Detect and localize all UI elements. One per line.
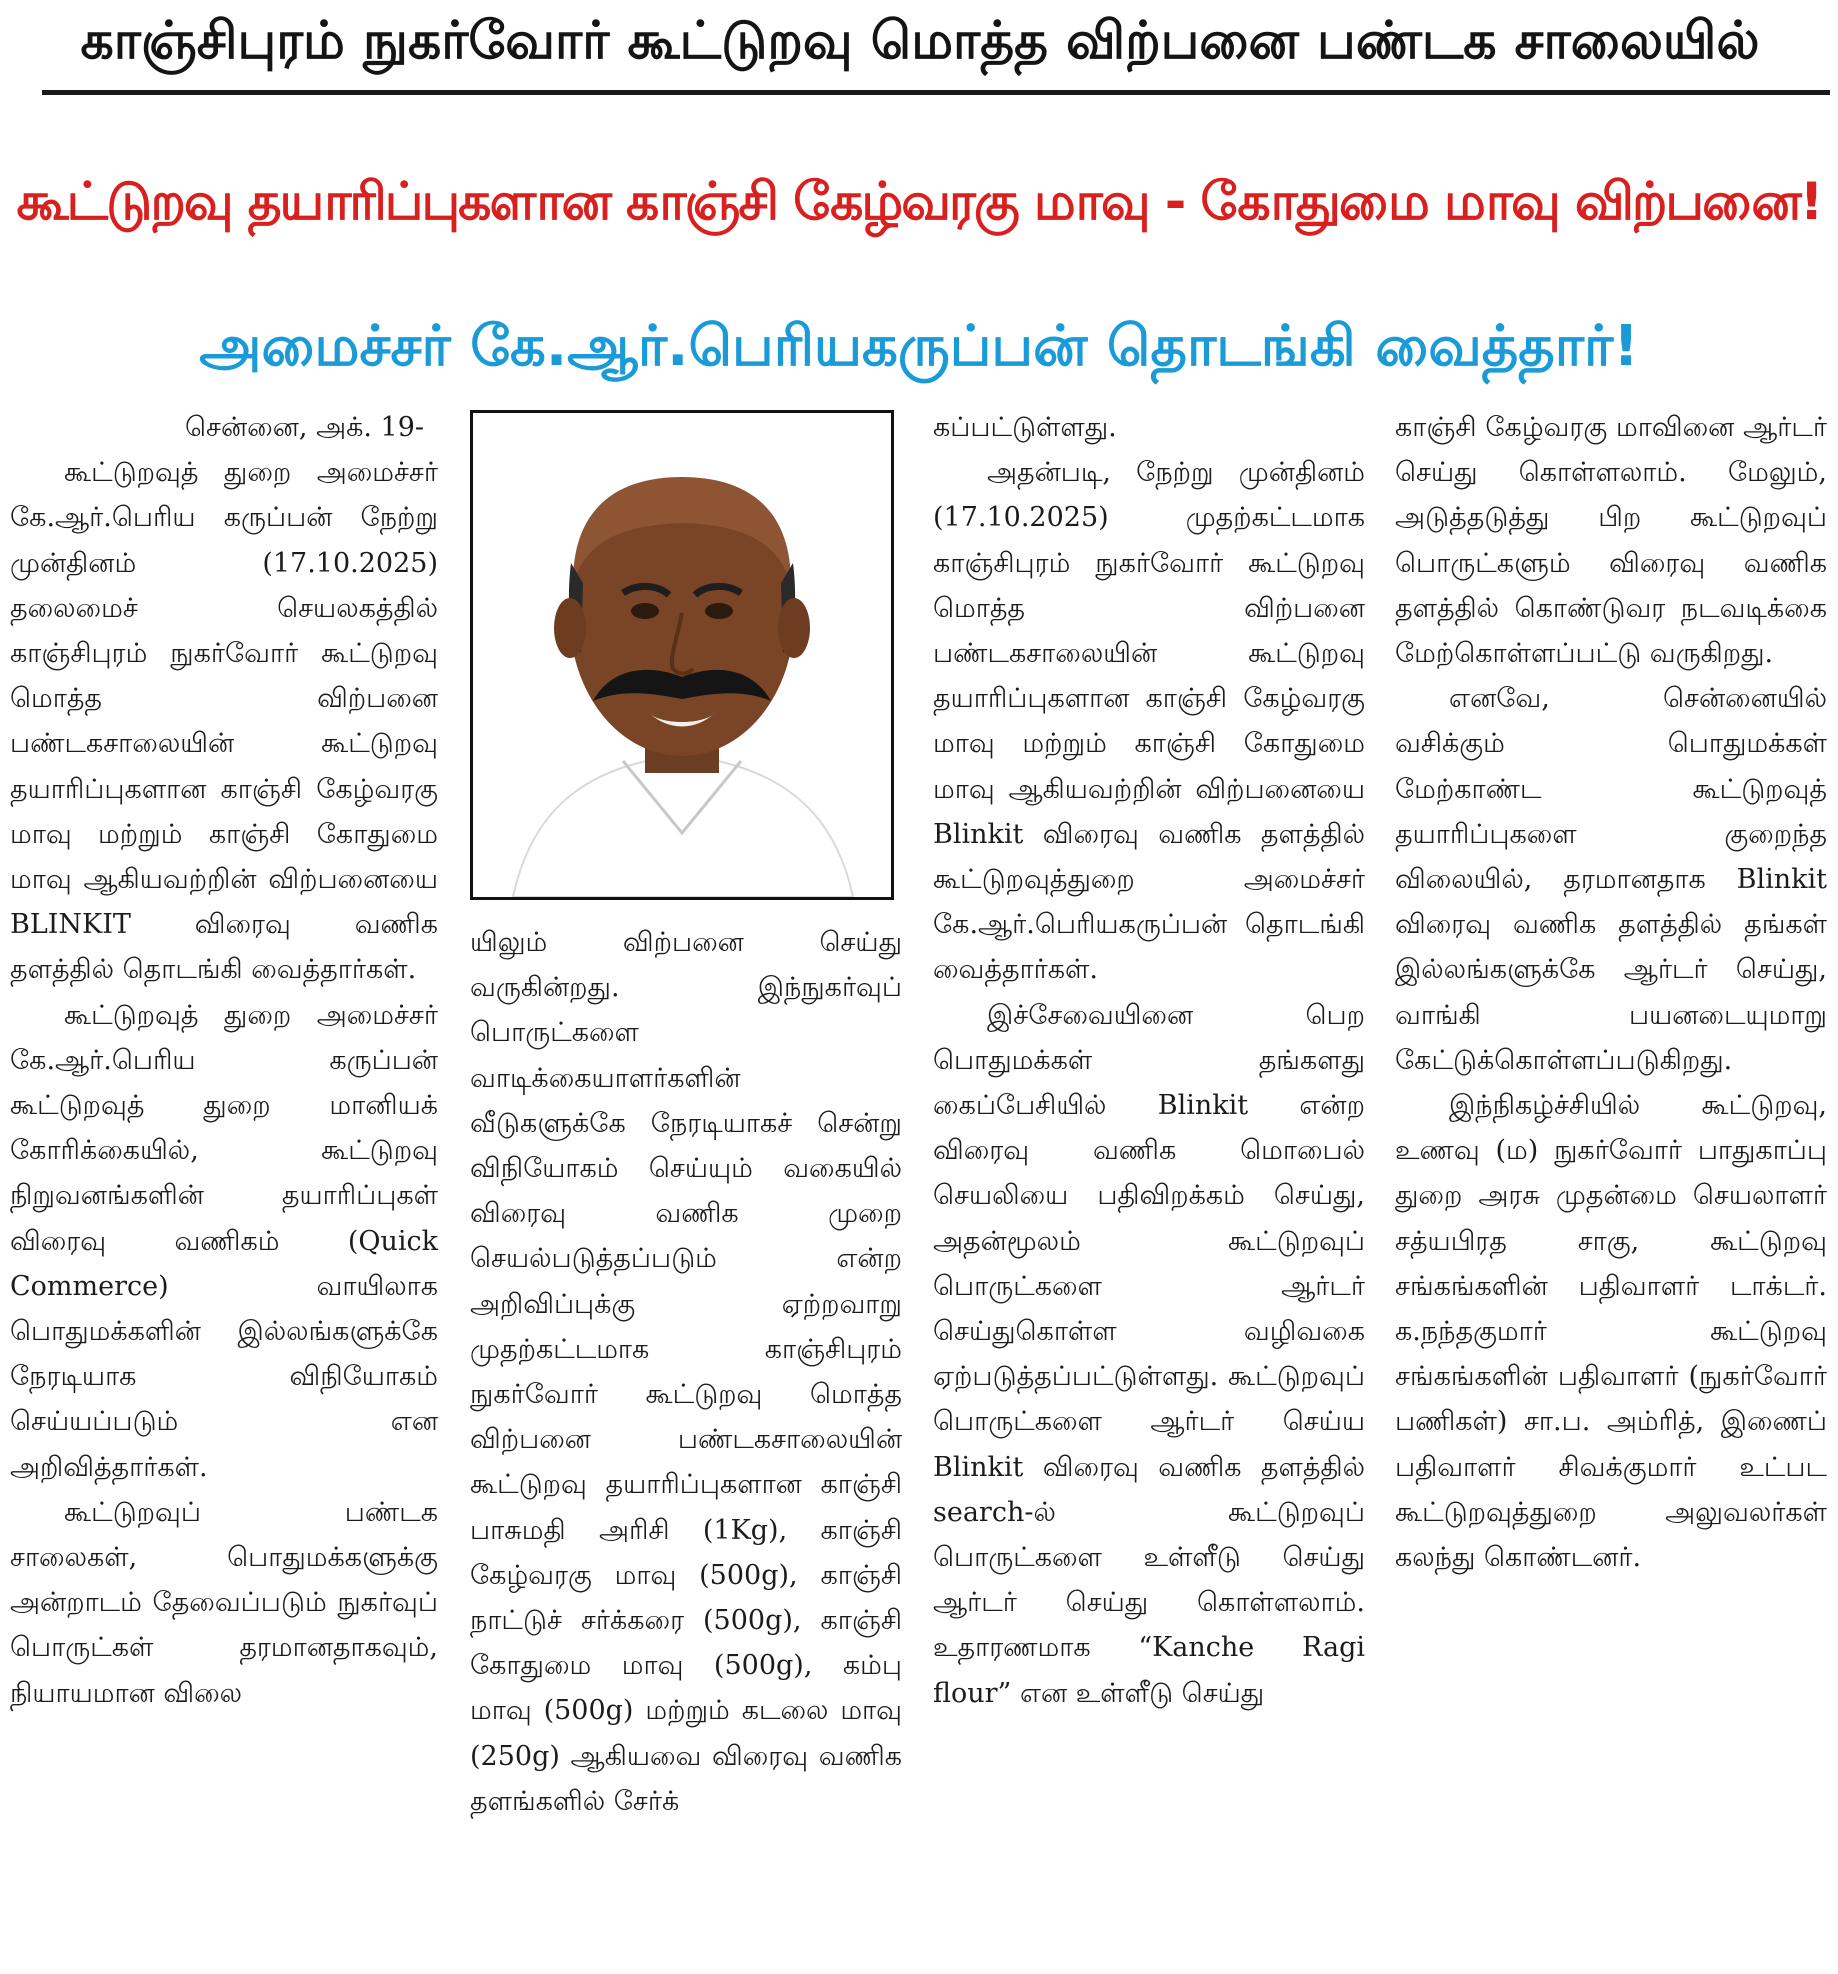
paragraph: கூட்டுறவுத் துறை அமைச்சர் கே.ஆர்.பெரிய கருப்பன் கூட்டுறவுத் துறை மானியக் கோரிக்கையில், கூட்டுறவு நிறுவனங்களின் தயாரிப்புகள் விரைவு வணிகம் (Quick Commerce) வாயிலாக பொதுமக்களின் இல்லங்களுக்கே நேரடியாக விநியோகம் செய்யப்படும் என அறிவித்தார்கள். bbox=[10, 999, 438, 1483]
paragraph: இந்நிகழ்ச்சியில் கூட்டுறவு, உணவு (ம) நுகர்வோர் பாதுகாப்பு துறை அரசு முதன்மை செயலாளர் சத்யபிரத சாகு, கூட்டுறவு சங்கங்களின் பதிவாளர் டாக்டர். க.நந்தகுமார் கூட்டுறவு சங்கங்களின் பதிவாளர் (நுகர்வோர் பணிகள்) சா.ப. அம்ரித், இணைப் பதிவாளர் சிவக்குமார் உட்பட கூட்டுறவுத்துறை அலுவலர்கள் கலந்து கொண்டனர். bbox=[1395, 1090, 1827, 1574]
paragraph: அதன்படி, நேற்று முன்தினம் (17.10.2025) முதற்கட்டமாக காஞ்சிபுரம் நுகர்வோர் கூட்டுறவு மொத்த விற்பனை பண்டகசாலையின் கூட்டுறவு தயாரிப்புகளான காஞ்சி கேழ்வரகு மாவு மற்றும் காஞ்சி கோதுமை மாவு ஆகியவற்றின் விற்பனையை Blinkit விரைவு வணிக தளத்தில் கூட்டுறவுத்துறை அமைச்சர் கே.ஆர்.பெரியகருப்பன் தொடங்கி வைத்தார்கள். bbox=[933, 457, 1365, 986]
paragraph: யிலும் விற்பனை செய்து வருகின்றது. இந்நுகர்வுப் பொருட்களை வாடிக்கையாளர்களின் வீடுகளுக்கே நேரடியாகச் சென்று விநியோகம் செய்யும் வகையில் விரைவு வணிக முறை செயல்படுத்தப்படும் என்ற அறிவிப்புக்கு ஏற்றவாறு முதற்கட்டமாக காஞ்சிபுரம் நுகர்வோர் கூட்டுறவு மொத்த விற்பனை பண்டகசாலையின் கூட்டுறவு தயாரிப்புகளான காஞ்சி பாசுமதி அரிசி (1Kg), காஞ்சி கேழ்வரகு மாவு (500g), காஞ்சி நாட்டுச் சர்க்கரை (500g), காஞ்சி கோதுமை மாவு (500g), கம்பு மாவு (500g) மற்றும் கடலை மாவு (250g) ஆகியவை விரைவு வணிக தளங்களில் சேர்க் bbox=[470, 927, 902, 1817]
article-column-1 bbox=[10, 405, 438, 1970]
paragraph: இச்சேவையினை பெற பொதுமக்கள் தங்களது கைப்பேசியில் Blinkit என்ற விரைவு வணிக மொபைல் செயலியை பதிவிறக்கம் செய்து, அதன்மூலம் கூட்டுறவுப் பொருட்களை ஆர்டர் செய்துகொள்ள வழிவகை ஏற்படுத்தப்பட்டுள்ளது. கூட்டுறவுப் பொருட்களை ஆர்டர் செய்ய Blinkit விரைவு வணிக தளத்தில் search-ல் கூட்டுறவுப் பொருட்களை உள்ளீடு செய்து ஆர்டர் செய்து கொள்ளலாம். உதாரணமாக “Kanche Ragi flour” என உள்ளீடு செய்து bbox=[933, 999, 1365, 1709]
paragraph: காஞ்சி கேழ்வரகு மாவினை ஆர்டர் செய்து கொள்ளலாம். மேலும், அடுத்தடுத்து பிற கூட்டுறவுப் பொருட்களும் விரைவு வணிக தளத்தில் கொண்டுவர நடவடிக்கை மேற்கொள்ளப்பட்டு வருகிறது. bbox=[1395, 412, 1827, 670]
paragraph: கூட்டுறவுத் துறை அமைச்சர் கே.ஆர்.பெரிய கருப்பன் நேற்று முன்தினம் (17.10.2025) தலைமைச் செயலகத்தில் காஞ்சிபுரம் நுகர்வோர் கூட்டுறவு மொத்த விற்பனை பண்டகசாலையின் கூட்டுறவு தயாரிப்புகளான காஞ்சி கேழ்வரகு மாவு மற்றும் காஞ்சி கோதுமை மாவு ஆகியவற்றின் விற்பனையை BLINKIT விரைவு வணிக தளத்தில் தொடங்கி வைத்தார்கள். bbox=[10, 457, 438, 986]
article-column-3 bbox=[933, 405, 1365, 1970]
paragraph: கூட்டுறவுப் பண்டக சாலைகள், பொதுமக்களுக்கு அன்றாடம் தேவைப்படும் நுகர்வுப் பொருட்கள் தரமானதாகவும், நியாயமான விலை bbox=[10, 1496, 438, 1709]
kicker-rule bbox=[42, 90, 1830, 95]
paragraph: எனவே, சென்னையில் வசிக்கும் பொதுமக்கள் மேற்காண்ட கூட்டுறவுத் தயாரிப்புகளை குறைந்த விலையில், தரமானதாக Blinkit விரைவு வணிக தளத்தில் தங்கள் இல்லங்களுக்கே ஆர்டர் செய்து, வாங்கி பயனடையுமாறு கேட்டுக்கொள்ளப்படுகிறது. bbox=[1395, 683, 1827, 1076]
headline: கூட்டுறவு தயாரிப்புகளான காஞ்சி கேழ்வரகு மாவு - கோதுமை மாவு விற்பனை! bbox=[16, 171, 1822, 232]
article-column-2 bbox=[470, 920, 902, 1970]
minister-photo bbox=[470, 410, 894, 900]
subheadline: அமைச்சர் கே.ஆர்.பெரியகருப்பன் தொடங்கி வைத்தார்! bbox=[199, 314, 1639, 379]
kicker-line: காஞ்சிபுரம் நுகர்வோர் கூட்டுறவு மொத்த விற்பனை பண்டக சாலையில் bbox=[80, 10, 1760, 71]
paragraph: கப்பட்டுள்ளது. bbox=[933, 412, 1117, 443]
dateline: சென்னை, அக். 19- bbox=[185, 412, 424, 443]
portrait-illustration bbox=[473, 413, 891, 897]
article-column-4 bbox=[1395, 405, 1827, 1970]
